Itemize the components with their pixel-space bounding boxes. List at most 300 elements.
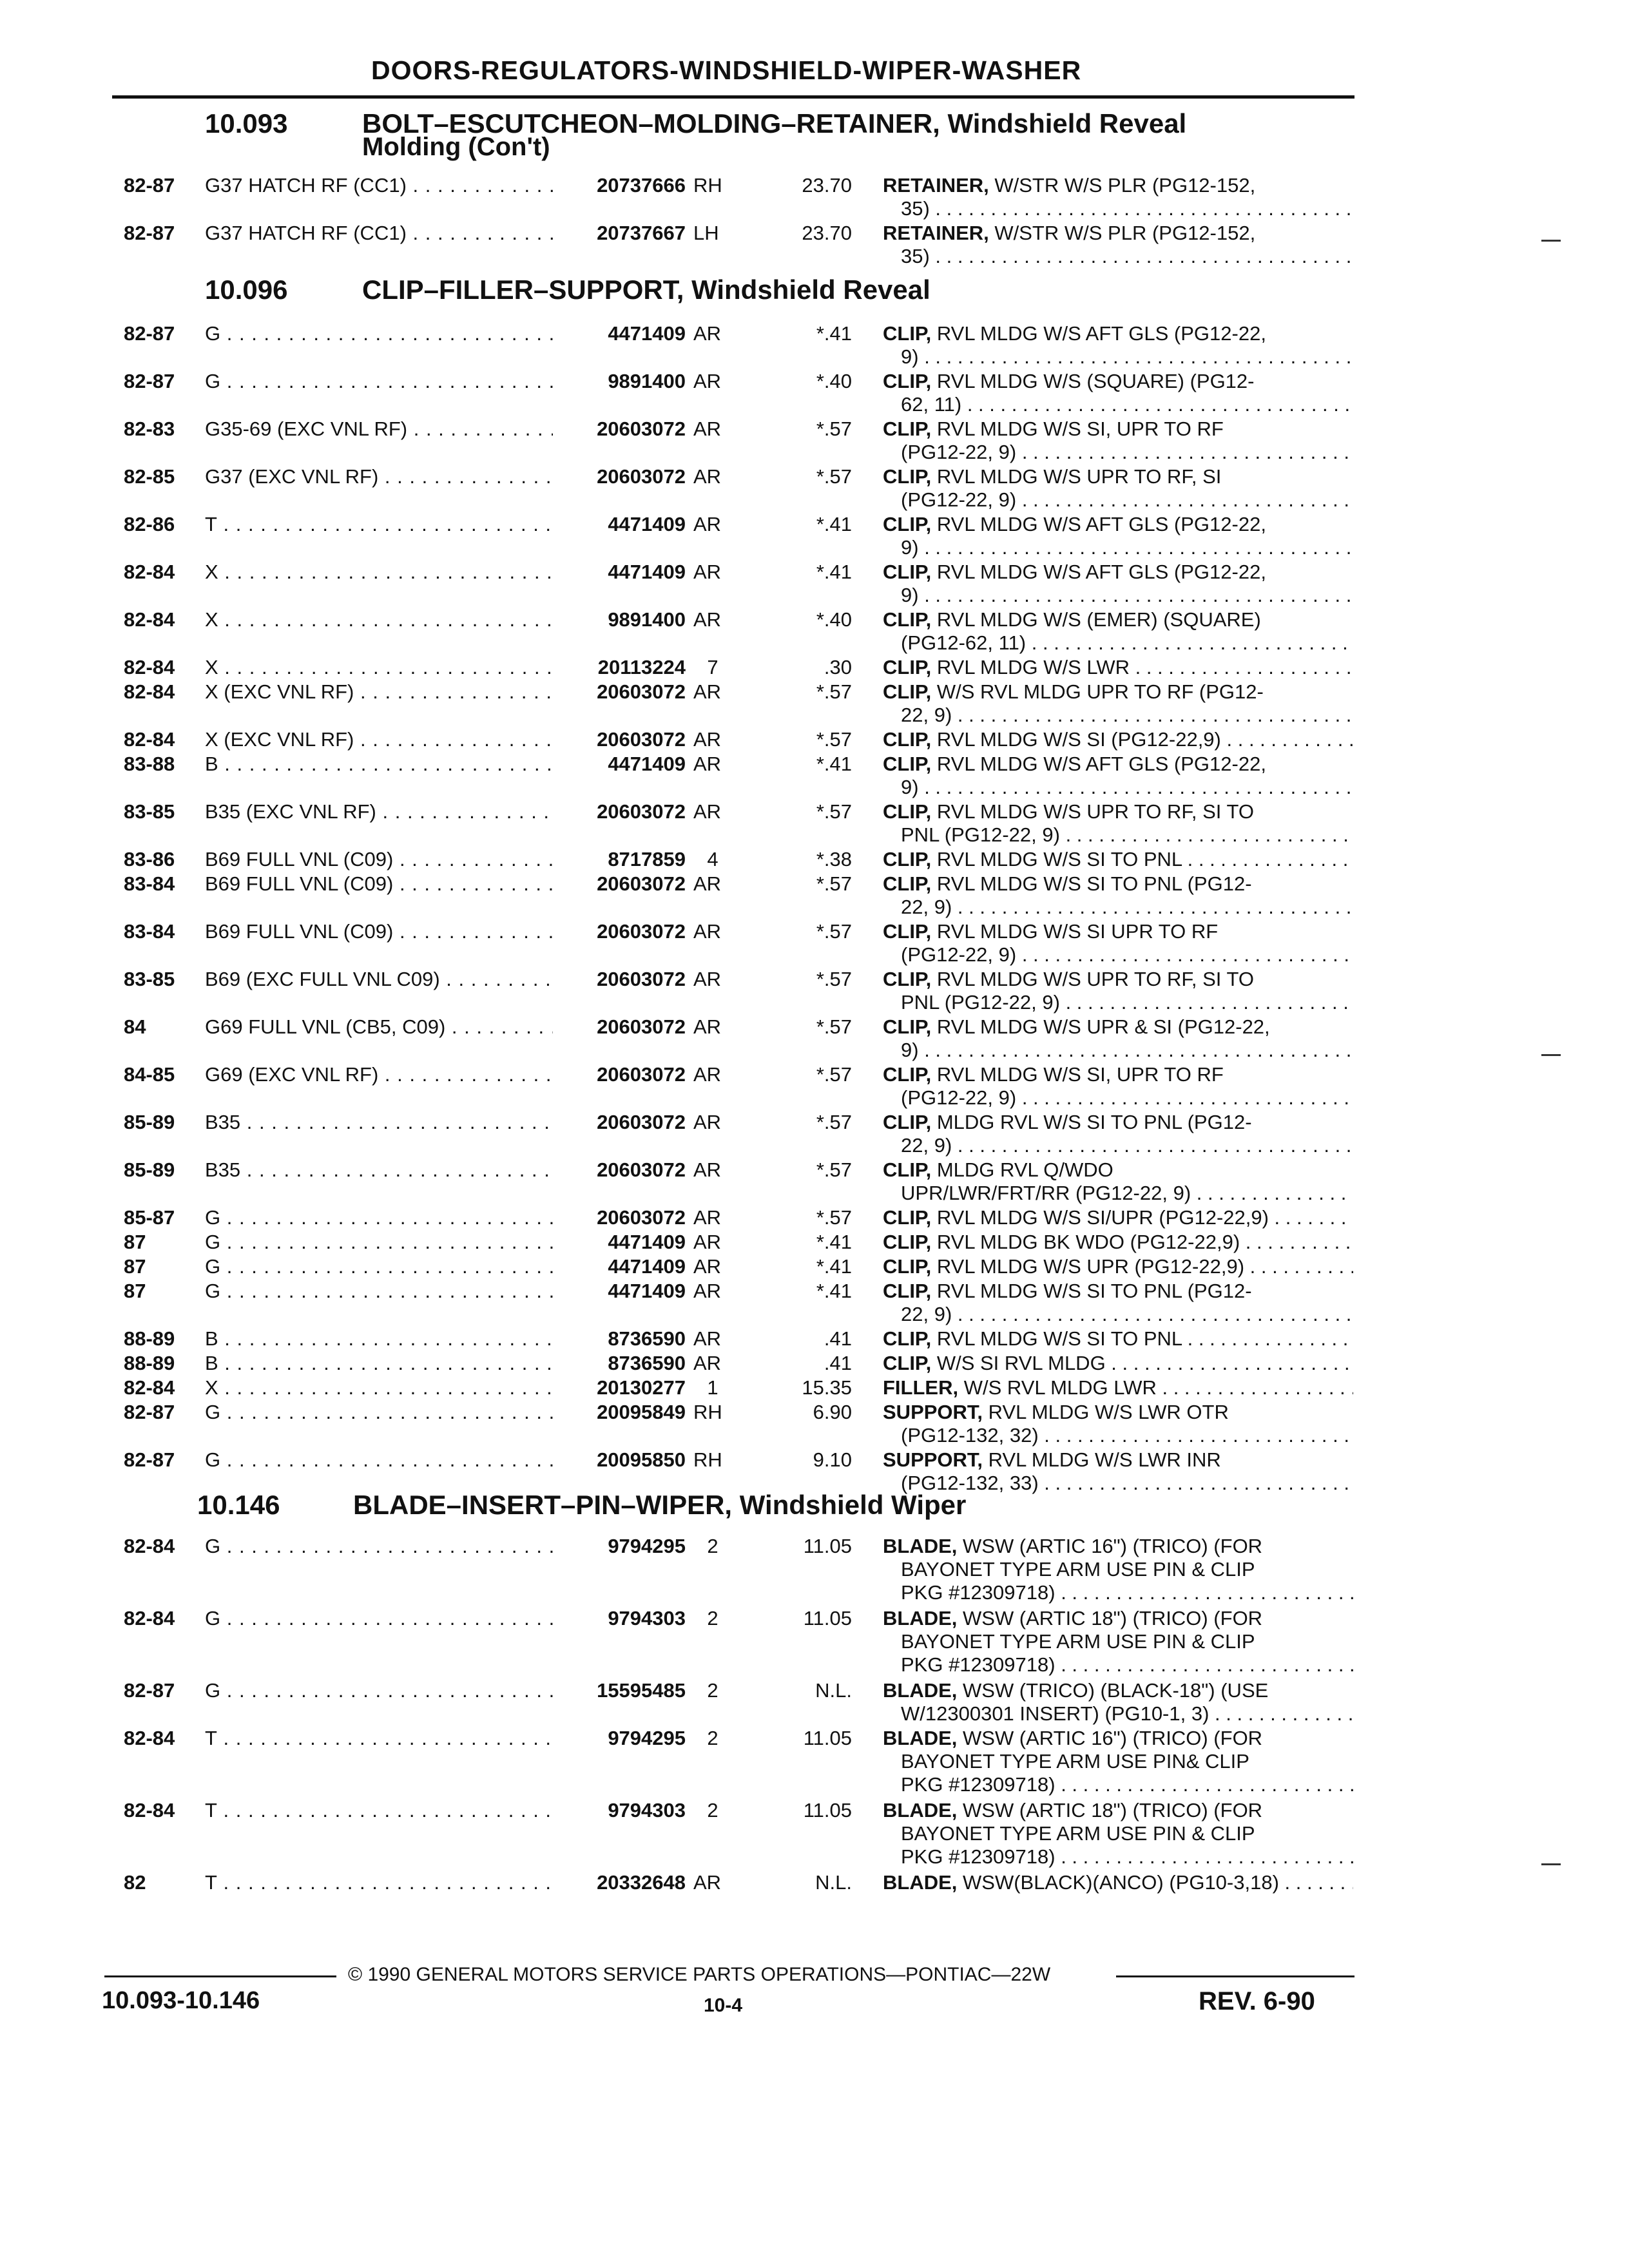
- model-years: 82-84: [124, 608, 175, 631]
- price: *.41: [816, 1231, 852, 1253]
- description-keyword: CLIP,: [883, 848, 932, 870]
- quantity: AR: [693, 1280, 722, 1302]
- description-line: 22, 9) . . .: [883, 1134, 1353, 1157]
- description-line: CLIP, RVL MLDG W/S UPR TO RF, SI TO: [883, 968, 1254, 990]
- description-line: CLIP, W/S SI RVL MLDG . . .: [883, 1352, 1353, 1375]
- model-years: 82-84: [124, 561, 175, 583]
- part-number: 4471409: [553, 1231, 686, 1254]
- description: [883, 513, 1353, 559]
- price: *.57: [816, 1158, 852, 1181]
- part-number: 20113224: [553, 656, 686, 679]
- description: [883, 561, 1353, 607]
- description-keyword: BLADE,: [883, 1871, 958, 1894]
- description-line: BLADE, WSW (ARTIC 16") (TRICO) (FOR: [883, 1727, 1263, 1749]
- part-number: 20603072: [553, 680, 686, 704]
- model-code: T . . .: [205, 1727, 553, 1750]
- model-years: 83-85: [124, 968, 175, 990]
- model-code: G37 HATCH RF (CC1) . . .: [205, 222, 553, 245]
- model-years: 82-85: [124, 465, 175, 488]
- model-years: 84: [124, 1015, 146, 1038]
- description-line: CLIP, RVL MLDG W/S AFT GLS (PG12-22,: [883, 753, 1266, 775]
- quantity: 4: [707, 848, 718, 870]
- margin-tick: [1541, 1054, 1561, 1056]
- price: *.57: [816, 920, 852, 943]
- description-line: BAYONET TYPE ARM USE PIN & CLIP: [901, 1630, 1255, 1653]
- description: [883, 1206, 1353, 1229]
- description-line: CLIP, RVL MLDG W/S AFT GLS (PG12-22,: [883, 513, 1266, 535]
- description-keyword: CLIP,: [883, 1015, 932, 1038]
- price: *.57: [816, 728, 852, 751]
- description-line: UPR/LWR/FRT/RR (PG12-22, 9) . . .: [883, 1182, 1353, 1205]
- model-years: 82-84: [124, 728, 175, 751]
- description-line: 9) . . .: [883, 536, 1353, 559]
- price: *.57: [816, 1206, 852, 1229]
- description: [883, 1727, 1353, 1796]
- description: [883, 1352, 1353, 1375]
- part-number: 20603072: [553, 1015, 686, 1039]
- description-keyword: CLIP,: [883, 753, 932, 775]
- section-number: 10.096: [205, 274, 288, 305]
- price: *.57: [816, 968, 852, 990]
- quantity: AR: [693, 1327, 722, 1350]
- model-years: 82-84: [124, 656, 175, 678]
- description-keyword: CLIP,: [883, 800, 932, 823]
- part-number: 20603072: [553, 1063, 686, 1086]
- model-years: 85-89: [124, 1111, 175, 1133]
- description: [883, 920, 1353, 966]
- price: 11.05: [803, 1727, 852, 1749]
- description-keyword: CLIP,: [883, 656, 932, 678]
- part-number: 8736590: [553, 1327, 686, 1350]
- description-keyword: RETAINER,: [883, 222, 989, 244]
- description-line: PNL (PG12-22, 9) . . .: [883, 823, 1353, 847]
- model-years: 82-83: [124, 418, 175, 440]
- description-line: BLADE, WSW (TRICO) (BLACK-18") (USE: [883, 1679, 1269, 1702]
- description-line: CLIP, RVL MLDG W/S SI UPR TO RF: [883, 920, 1219, 943]
- price: *.41: [816, 753, 852, 775]
- part-number: 4471409: [553, 561, 686, 584]
- part-number: 4471409: [553, 322, 686, 345]
- model-years: 82-87: [124, 222, 175, 244]
- quantity: 2: [707, 1727, 718, 1749]
- description-keyword: CLIP,: [883, 1280, 932, 1302]
- quantity: 2: [707, 1535, 718, 1557]
- part-number: 20603072: [553, 920, 686, 943]
- model-code: X . . .: [205, 561, 553, 584]
- model-years: 85-89: [124, 1158, 175, 1181]
- description-line: (PG12-22, 9) . . .: [883, 488, 1353, 512]
- quantity: AR: [693, 370, 722, 392]
- model-years: 82-84: [124, 1376, 175, 1399]
- part-number: 15595485: [553, 1679, 686, 1702]
- description-line: BAYONET TYPE ARM USE PIN & CLIP: [901, 1822, 1255, 1845]
- model-code: T . . .: [205, 1871, 553, 1894]
- description-line: SUPPORT, RVL MLDG W/S LWR INR: [883, 1448, 1221, 1471]
- description-keyword: CLIP,: [883, 1352, 932, 1374]
- price: .30: [824, 656, 852, 678]
- part-number: 4471409: [553, 1280, 686, 1303]
- price: *.57: [816, 1063, 852, 1086]
- description-keyword: CLIP,: [883, 1231, 932, 1253]
- quantity: AR: [693, 1352, 722, 1374]
- copyright-notice: © 1990 GENERAL MOTORS SERVICE PARTS OPERATIONS—PONTIAC—22W: [348, 1964, 1051, 1985]
- description-line: CLIP, RVL MLDG W/S AFT GLS (PG12-22,: [883, 561, 1266, 583]
- part-number: 20130277: [553, 1376, 686, 1399]
- quantity: AR: [693, 608, 722, 631]
- price: *.57: [816, 1015, 852, 1038]
- description-line: BLADE, WSW (ARTIC 18") (TRICO) (FOR: [883, 1799, 1263, 1821]
- description-line: CLIP, RVL MLDG W/S (EMER) (SQUARE): [883, 608, 1261, 631]
- description-line: CLIP, RVL MLDG W/S SI TO PNL . . .: [883, 848, 1353, 871]
- quantity: RH: [693, 1448, 722, 1471]
- page-number: 10-4: [704, 1995, 743, 2016]
- description-keyword: BLADE,: [883, 1799, 958, 1821]
- description-line: CLIP, RVL MLDG W/S SI TO PNL (PG12-: [883, 872, 1252, 895]
- part-number: 4471409: [553, 513, 686, 536]
- description-line: (PG12-22, 9) . . .: [883, 943, 1353, 966]
- quantity: AR: [693, 561, 722, 583]
- description-line: (PG12-132, 33) . . .: [883, 1472, 1353, 1495]
- model-code: T . . .: [205, 1799, 553, 1822]
- model-code: G . . .: [205, 1206, 553, 1229]
- price: *.38: [816, 848, 852, 870]
- description: [883, 656, 1353, 679]
- part-number: 8736590: [553, 1352, 686, 1375]
- description-line: CLIP, RVL MLDG W/S (SQUARE) (PG12-: [883, 370, 1255, 392]
- description: [883, 1607, 1353, 1677]
- description-line: (PG12-62, 11) . . .: [883, 631, 1353, 655]
- model-years: 82-87: [124, 322, 175, 345]
- quantity: AR: [693, 1206, 722, 1229]
- description: [883, 1679, 1353, 1725]
- model-code: X . . .: [205, 1376, 553, 1399]
- model-code: B35 (EXC VNL RF) . . .: [205, 800, 553, 823]
- part-number: 20737667: [553, 222, 686, 245]
- description-keyword: CLIP,: [883, 513, 932, 535]
- model-years: 87: [124, 1255, 146, 1278]
- quantity: AR: [693, 1255, 722, 1278]
- quantity: 2: [707, 1607, 718, 1629]
- description-line: CLIP, RVL MLDG W/S UPR TO RF, SI TO: [883, 800, 1254, 823]
- description-line: CLIP, RVL MLDG W/S LWR . . .: [883, 656, 1353, 679]
- model-code: B . . .: [205, 1352, 553, 1375]
- part-number: 20737666: [553, 174, 686, 197]
- model-code: G . . .: [205, 1231, 553, 1254]
- price: *.57: [816, 418, 852, 440]
- description-line: CLIP, MLDG RVL Q/WDO: [883, 1158, 1113, 1181]
- model-code: X . . .: [205, 656, 553, 679]
- description-line: CLIP, RVL MLDG W/S UPR TO RF, SI: [883, 465, 1222, 488]
- model-years: 82-86: [124, 513, 175, 535]
- description-line: BAYONET TYPE ARM USE PIN& CLIP: [901, 1750, 1249, 1773]
- price: *.57: [816, 465, 852, 488]
- price: *.57: [816, 872, 852, 895]
- description-line: (PG12-132, 32) . . .: [883, 1424, 1353, 1447]
- quantity: 2: [707, 1799, 718, 1821]
- description-line: FILLER, W/S RVL MLDG LWR . . .: [883, 1376, 1353, 1399]
- description-line: CLIP, RVL MLDG W/S UPR & SI (PG12-22,: [883, 1015, 1270, 1038]
- description: [883, 1015, 1353, 1062]
- description-keyword: RETAINER,: [883, 174, 989, 197]
- description-keyword: CLIP,: [883, 322, 932, 345]
- description: [883, 1063, 1353, 1110]
- model-code: B69 FULL VNL (C09) . . .: [205, 920, 553, 943]
- price: *.40: [816, 608, 852, 631]
- description-keyword: CLIP,: [883, 728, 932, 751]
- description-keyword: CLIP,: [883, 1111, 932, 1133]
- model-years: 82-87: [124, 174, 175, 197]
- description-line: BAYONET TYPE ARM USE PIN & CLIP: [901, 1558, 1255, 1581]
- price: *.41: [816, 1255, 852, 1278]
- description-line: PKG #12309718) . . .: [883, 1653, 1353, 1677]
- quantity: AR: [693, 753, 722, 775]
- description-line: (PG12-22, 9) . . .: [883, 441, 1353, 464]
- description-line: 62, 11) . . .: [883, 393, 1353, 416]
- quantity: RH: [693, 1401, 722, 1423]
- part-number: 20603072: [553, 968, 686, 991]
- price: 9.10: [813, 1448, 852, 1471]
- description: [883, 1535, 1353, 1604]
- description-line: PKG #12309718) . . .: [883, 1773, 1353, 1796]
- price: .41: [824, 1327, 852, 1350]
- quantity: AR: [693, 728, 722, 751]
- description-line: 22, 9) . . .: [883, 896, 1353, 919]
- description: [883, 1376, 1353, 1399]
- quantity: AR: [693, 1231, 722, 1253]
- quantity: AR: [693, 920, 722, 943]
- quantity: AR: [693, 513, 722, 535]
- description-line: CLIP, W/S RVL MLDG UPR TO RF (PG12-: [883, 680, 1264, 703]
- part-number: 9794295: [553, 1727, 686, 1750]
- part-number: 20603072: [553, 1158, 686, 1182]
- description-keyword: FILLER,: [883, 1376, 959, 1399]
- quantity: AR: [693, 322, 722, 345]
- part-number: 9891400: [553, 608, 686, 631]
- part-number: 8717859: [553, 848, 686, 871]
- description: [883, 1255, 1353, 1278]
- description-line: CLIP, RVL MLDG BK WDO (PG12-22,9) . . .: [883, 1231, 1353, 1254]
- quantity: 7: [707, 656, 718, 678]
- description-keyword: CLIP,: [883, 608, 932, 631]
- description-keyword: CLIP,: [883, 1206, 932, 1229]
- description-line: CLIP, RVL MLDG W/S SI, UPR TO RF: [883, 1063, 1224, 1086]
- description-line: CLIP, RVL MLDG W/S AFT GLS (PG12-22,: [883, 322, 1266, 345]
- model-code: G35-69 (EXC VNL RF) . . .: [205, 418, 553, 441]
- model-code: B . . .: [205, 1327, 553, 1350]
- description-line: 22, 9) . . .: [883, 704, 1353, 727]
- quantity: AR: [693, 1158, 722, 1181]
- section-number: 10.093: [205, 108, 288, 139]
- part-number: 4471409: [553, 753, 686, 776]
- description-line: CLIP, RVL MLDG W/S SI TO PNL (PG12-: [883, 1280, 1252, 1302]
- description-line: CLIP, RVL MLDG W/S SI, UPR TO RF: [883, 418, 1224, 440]
- price: .41: [824, 1352, 852, 1374]
- part-number: 9891400: [553, 370, 686, 393]
- description-line: 9) . . .: [883, 776, 1353, 799]
- model-code: G37 (EXC VNL RF) . . .: [205, 465, 553, 488]
- description: [883, 753, 1353, 799]
- section-title: BOLT–ESCUTCHEON–MOLDING–RETAINER, Windshield Reveal: [362, 108, 1187, 139]
- model-years: 87: [124, 1280, 146, 1302]
- model-code: X . . .: [205, 608, 553, 631]
- model-code: B69 FULL VNL (C09) . . .: [205, 848, 553, 871]
- model-years: 83-84: [124, 920, 175, 943]
- model-years: 87: [124, 1231, 146, 1253]
- model-code: B35 . . .: [205, 1158, 553, 1182]
- description: [883, 174, 1353, 220]
- model-code: G . . .: [205, 1679, 553, 1702]
- part-number: 20603072: [553, 1111, 686, 1134]
- model-code: G . . .: [205, 1255, 553, 1278]
- model-code: T . . .: [205, 513, 553, 536]
- model-code: G69 FULL VNL (CB5, C09) . . .: [205, 1015, 553, 1039]
- model-code: X (EXC VNL RF) . . .: [205, 728, 553, 751]
- price: N.L.: [815, 1871, 852, 1894]
- description-keyword: CLIP,: [883, 968, 932, 990]
- model-years: 82-84: [124, 680, 175, 703]
- section-title: CLIP–FILLER–SUPPORT, Windshield Reveal: [362, 274, 930, 305]
- description: [883, 872, 1353, 919]
- page-title: DOORS-REGULATORS-WINDSHIELD-WIPER-WASHER: [371, 55, 1082, 85]
- description-line: RETAINER, W/STR W/S PLR (PG12-152,: [883, 174, 1256, 197]
- description-keyword: CLIP,: [883, 561, 932, 583]
- model-years: 83-88: [124, 753, 175, 775]
- description: [883, 1401, 1353, 1447]
- description-line: PKG #12309718) . . .: [883, 1845, 1353, 1869]
- description: [883, 608, 1353, 655]
- model-years: 88-89: [124, 1327, 175, 1350]
- revision-label: REV. 6-90: [1199, 1987, 1315, 2015]
- description: [883, 1280, 1353, 1326]
- quantity: LH: [693, 222, 719, 244]
- description: [883, 465, 1353, 512]
- description-keyword: CLIP,: [883, 465, 932, 488]
- price: *.57: [816, 680, 852, 703]
- model-code: B69 FULL VNL (C09) . . .: [205, 872, 553, 896]
- description-line: 9) . . .: [883, 345, 1353, 369]
- description-keyword: CLIP,: [883, 1158, 932, 1181]
- description-line: CLIP, RVL MLDG W/S SI (PG12-22,9) . . .: [883, 728, 1353, 751]
- margin-tick: [1541, 240, 1561, 242]
- price: 11.05: [803, 1799, 852, 1821]
- model-code: G . . .: [205, 322, 553, 345]
- price: 11.05: [803, 1607, 852, 1629]
- model-years: 82-84: [124, 1799, 175, 1821]
- part-number: 20603072: [553, 728, 686, 751]
- description: [883, 1799, 1353, 1869]
- model-code: G37 HATCH RF (CC1) . . .: [205, 174, 553, 197]
- description-keyword: CLIP,: [883, 872, 932, 895]
- description-keyword: CLIP,: [883, 418, 932, 440]
- description-line: W/12300301 INSERT) (PG10-1, 3) . . .: [883, 1702, 1353, 1725]
- quantity: AR: [693, 1111, 722, 1133]
- description-keyword: SUPPORT,: [883, 1448, 983, 1471]
- model-code: G . . .: [205, 1535, 553, 1558]
- model-code: B69 (EXC FULL VNL C09) . . .: [205, 968, 553, 991]
- description: [883, 1871, 1353, 1894]
- part-number: 20095849: [553, 1401, 686, 1424]
- part-number: 20603072: [553, 1206, 686, 1229]
- part-number: 4471409: [553, 1255, 686, 1278]
- model-years: 84-85: [124, 1063, 175, 1086]
- price: *.57: [816, 800, 852, 823]
- description: [883, 968, 1353, 1014]
- quantity: 2: [707, 1679, 718, 1702]
- description-line: 22, 9) . . .: [883, 1303, 1353, 1326]
- part-number: 20603072: [553, 872, 686, 896]
- model-code: X (EXC VNL RF) . . .: [205, 680, 553, 704]
- description-keyword: SUPPORT,: [883, 1401, 983, 1423]
- model-code: G . . .: [205, 1401, 553, 1424]
- price: 6.90: [813, 1401, 852, 1423]
- description-line: BLADE, WSW(BLACK)(ANCO) (PG10-3,18) . . .: [883, 1871, 1353, 1894]
- description-line: CLIP, RVL MLDG W/S SI TO PNL . . .: [883, 1327, 1353, 1350]
- page-range: 10.093-10.146: [102, 1987, 260, 2014]
- part-number: 20603072: [553, 800, 686, 823]
- price: 23.70: [802, 174, 852, 197]
- footer-rule-left: [104, 1975, 336, 1977]
- price: *.41: [816, 322, 852, 345]
- description-line: BLADE, WSW (ARTIC 18") (TRICO) (FOR: [883, 1607, 1263, 1629]
- model-years: 82-87: [124, 370, 175, 392]
- description-line: RETAINER, W/STR W/S PLR (PG12-152,: [883, 222, 1256, 244]
- description: [883, 728, 1353, 751]
- model-code: G . . .: [205, 370, 553, 393]
- description: [883, 1111, 1353, 1157]
- model-years: 82-84: [124, 1607, 175, 1629]
- model-code: G . . .: [205, 1448, 553, 1472]
- model-years: 83-84: [124, 872, 175, 895]
- model-code: B . . .: [205, 753, 553, 776]
- quantity: AR: [693, 418, 722, 440]
- description-keyword: BLADE,: [883, 1607, 958, 1629]
- description-line: 35) . . .: [883, 197, 1353, 220]
- model-years: 82-84: [124, 1727, 175, 1749]
- model-years: 83-85: [124, 800, 175, 823]
- description-keyword: CLIP,: [883, 1327, 932, 1350]
- description-line: PNL (PG12-22, 9) . . .: [883, 991, 1353, 1014]
- description-line: PKG #12309718) . . .: [883, 1581, 1353, 1604]
- price: *.41: [816, 561, 852, 583]
- description: [883, 848, 1353, 871]
- model-years: 82-87: [124, 1679, 175, 1702]
- part-number: 9794295: [553, 1535, 686, 1558]
- description-keyword: CLIP,: [883, 680, 932, 703]
- description-line: CLIP, MLDG RVL W/S SI TO PNL (PG12-: [883, 1111, 1252, 1133]
- description: [883, 222, 1353, 268]
- model-years: 85-87: [124, 1206, 175, 1229]
- price: N.L.: [815, 1679, 852, 1702]
- description-keyword: BLADE,: [883, 1679, 958, 1702]
- description-keyword: CLIP,: [883, 1255, 932, 1278]
- price: 15.35: [802, 1376, 852, 1399]
- description-keyword: BLADE,: [883, 1535, 958, 1557]
- price: *.40: [816, 370, 852, 392]
- description-keyword: CLIP,: [883, 1063, 932, 1086]
- price: *.41: [816, 1280, 852, 1302]
- description-line: 9) . . .: [883, 1039, 1353, 1062]
- description: [883, 800, 1353, 847]
- description: [883, 1327, 1353, 1350]
- price: *.57: [816, 1111, 852, 1133]
- description-keyword: CLIP,: [883, 370, 932, 392]
- model-code: B35 . . .: [205, 1111, 553, 1134]
- part-number: 20095850: [553, 1448, 686, 1472]
- description: [883, 1448, 1353, 1495]
- part-number: 9794303: [553, 1799, 686, 1822]
- part-number: 20603072: [553, 418, 686, 441]
- quantity: AR: [693, 1015, 722, 1038]
